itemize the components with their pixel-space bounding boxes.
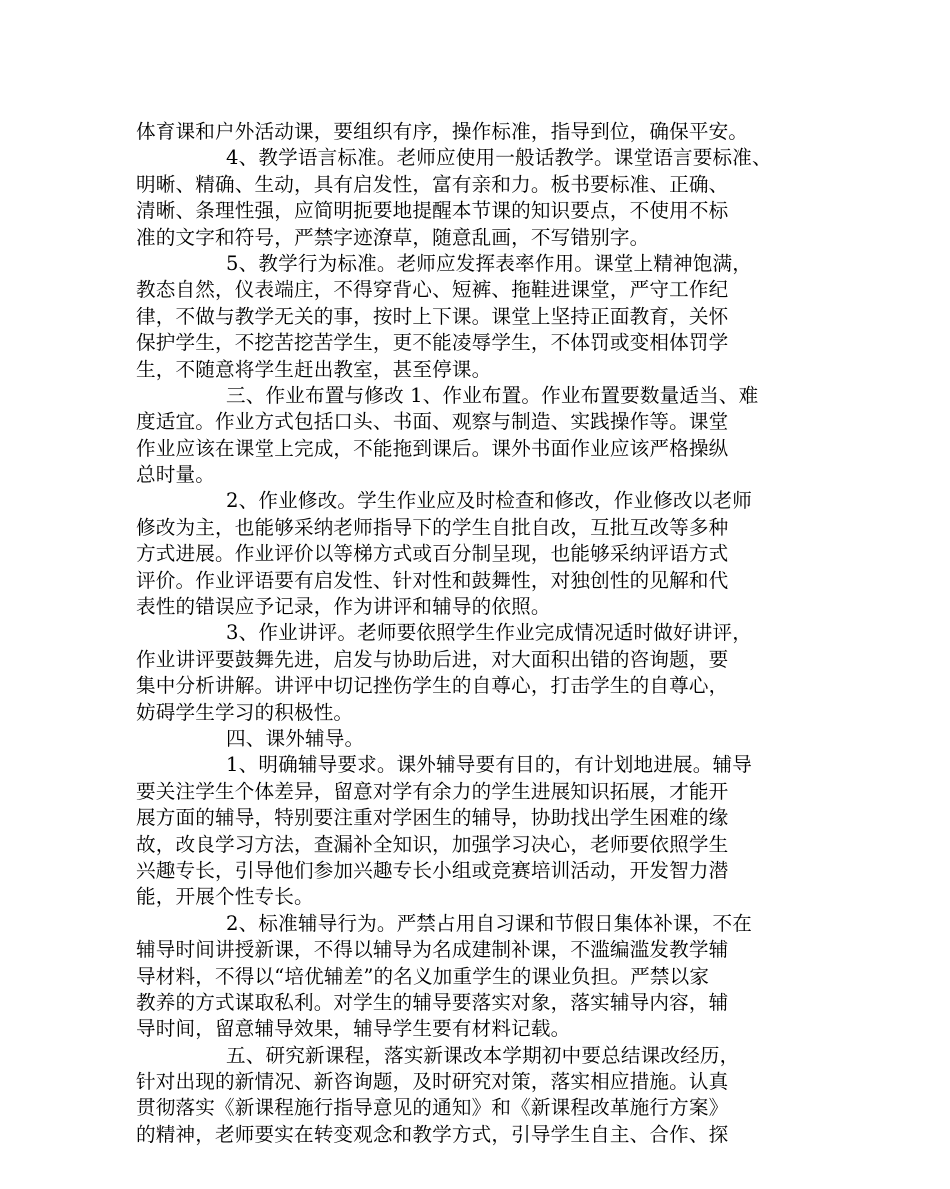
text-line: 的精神，老师要实在转变观念和教学方式，引导学生自主、合作、探 — [136, 1122, 729, 1146]
document-body — [136, 119, 826, 1148]
paragraph-start-line: 1、明确辅导要求。课外辅导要有目的，有计划地进展。辅导 — [226, 753, 752, 777]
text-line: 贯彻落实《新课程施行指导意见的通知》和《新课程改革施行方案》 — [136, 1096, 729, 1120]
text-line: 修改为主，也能够采纳老师指导下的学生自批自改，互批互改等多种 — [136, 515, 729, 539]
text-line: 展方面的辅导，特别要注重对学困生的辅导，协助找出学生困难的缘 — [136, 806, 729, 830]
text-line: 兴趣专长，引导他们参加兴趣专长小组或竞赛培训活动，开发智力潜 — [136, 858, 729, 882]
text-line: 度适宜。作业方式包括口头、书面、观察与制造、实践操作等。课堂 — [136, 410, 729, 434]
text-line: 评价。作业评语要有启发性、针对性和鼓舞性，对独创性的见解和代 — [136, 568, 729, 592]
text-line: 教养的方式谋取私利。对学生的辅导要落实对象，落实辅导内容，辅 — [136, 990, 729, 1014]
text-line: 集中分析讲解。讲评中切记挫伤学生的自尊心，打击学生的自尊心， — [136, 674, 729, 698]
text-line: 要关注学生个体差异，留意对学有余力的学生进展知识拓展，才能开 — [136, 779, 729, 803]
paragraph-start-line: 3、作业讲评。老师要依照学生作业完成情况适时做好讲评， — [226, 621, 752, 645]
text-line: 准的文字和符号，严禁字迹潦草，随意乱画，不写错别字。 — [136, 225, 650, 249]
text-line: 生，不随意将学生赶出教室，甚至停课。 — [136, 357, 492, 381]
text-line: 明晰、精确、生动，具有启发性，富有亲和力。板书要标准、正确、 — [136, 172, 729, 196]
text-line: 故，改良学习方法，查漏补全知识，加强学习决心，老师要依照学生 — [136, 832, 729, 856]
text-line: 能，开展个性专长。 — [136, 885, 314, 909]
text-line: 作业讲评要鼓舞先进，启发与协助后进，对大面积出错的咨询题，要 — [136, 647, 729, 671]
paragraph-start-line: 5、教学行为标准。老师应发挥表率作用。课堂上精神饱满， — [226, 251, 752, 275]
text-line: 妨碍学生学习的积极性。 — [136, 700, 354, 724]
text-line: 教态自然，仪表端庄，不得穿背心、短裤、拖鞋进课堂，严守工作纪 — [136, 278, 729, 302]
text-line: 辅导时间讲授新课，不得以辅导为名成建制补课，不滥编滥发教学辅 — [136, 938, 729, 962]
section-heading-line: 五、研究新课程，落实新课改本学期初中要总结课改经历， — [226, 1043, 740, 1067]
text-line: 清晰、条理性强，应简明扼要地提醒本节课的知识要点，不使用不标 — [136, 199, 729, 223]
paragraph-start-line: 4、教学语言标准。老师应使用一般话教学。课堂语言要标准、 — [226, 146, 772, 170]
section-heading-line: 三、作业布置与修改 1、作业布置。作业布置要数量适当、难 — [226, 383, 759, 407]
section-heading-line: 四、课外辅导。 — [226, 726, 365, 750]
text-line: 保护学生，不挖苦挖苦学生，更不能凌辱学生，不体罚或变相体罚学 — [136, 331, 729, 355]
text-line: 针对出现的新情况、新咨询题，及时研究对策，落实相应措施。认真 — [136, 1070, 729, 1094]
text-line: 方式进展。作业评价以等梯方式或百分制呈现，也能够采纳评语方式 — [136, 542, 729, 566]
text-line: 总时量。 — [136, 463, 215, 487]
paragraph-start-line: 2、标准辅导行为。严禁占用自习课和节假日集体补课，不在 — [226, 911, 752, 935]
paragraph-start-line: 2、作业修改。学生作业应及时检查和修改，作业修改以老师 — [226, 489, 752, 513]
text-line: 作业应该在课堂上完成，不能拖到课后。课外书面作业应该严格操纵 — [136, 436, 729, 460]
text-line: 导时间，留意辅导效果，辅导学生要有材料记载。 — [136, 1017, 571, 1041]
text-line: 律，不做与教学无关的事，按时上下课。课堂上坚持正面教育，关怀 — [136, 304, 729, 328]
text-line: 导材料，不得以“培优辅差”的名义加重学生的课业负担。严禁以家 — [136, 964, 710, 988]
text-line: 表性的错误应予记录，作为讲评和辅导的依照。 — [136, 595, 551, 619]
text-line: 体育课和户外活动课，要组织有序，操作标准，指导到位，确保平安。 — [136, 120, 749, 143]
